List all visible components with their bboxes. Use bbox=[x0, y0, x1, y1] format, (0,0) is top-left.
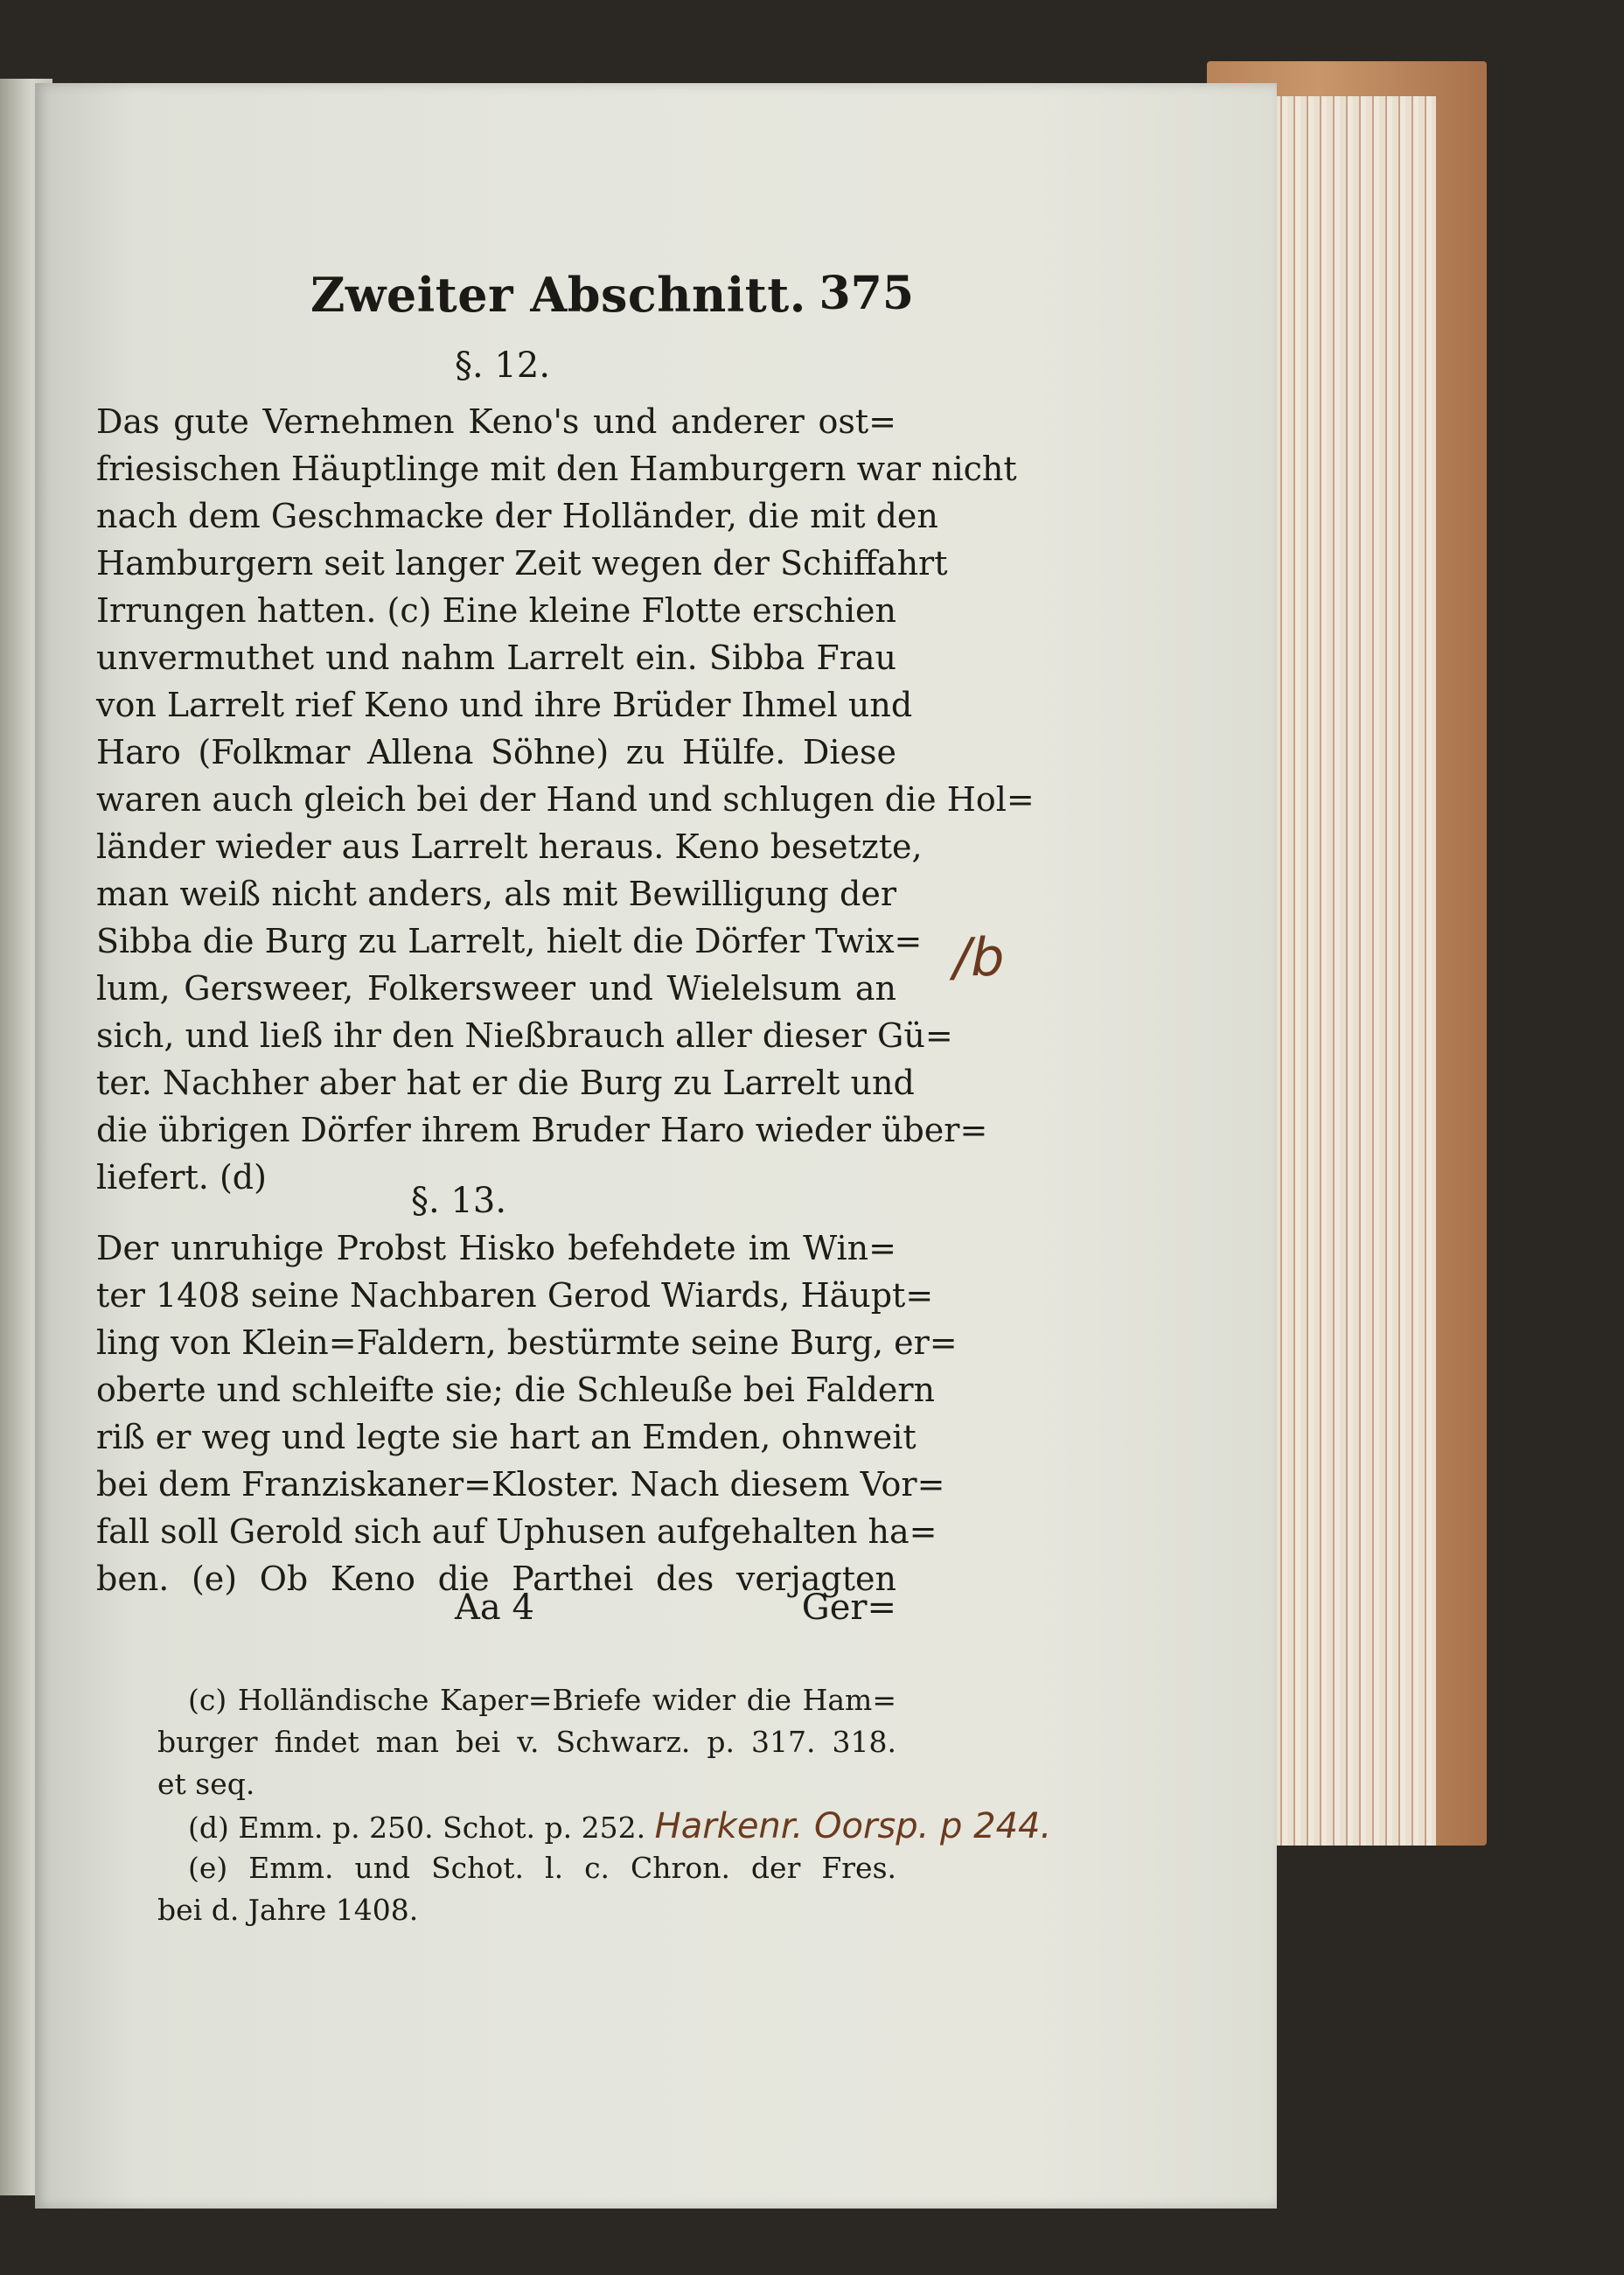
footnote-line: et seq. bbox=[157, 1767, 255, 1801]
footnote-line: (e) Emm. und Schot. l. c. Chron. der Fres. bbox=[188, 1851, 896, 1885]
text-line: riß er weg und legte sie hart an Emden, ohnweit bbox=[96, 1418, 917, 1456]
text-line: sich, und ließ ihr den Nießbrauch aller dieser Gü= bbox=[96, 1016, 953, 1055]
page-number: 375 bbox=[819, 267, 914, 320]
footnote-line: bei d. Jahre 1408. bbox=[157, 1893, 419, 1927]
signature-row bbox=[455, 1588, 896, 1640]
text-line: Irrungen hatten. (c) Eine kleine Flotte erschien bbox=[96, 591, 896, 630]
footnotes bbox=[157, 1679, 1052, 1931]
section-body-12 bbox=[96, 398, 1035, 1201]
section-heading-12: §. 12. bbox=[455, 345, 551, 386]
footnote-line: (c) Holländische Kaper=Briefe wider die Ham= bbox=[188, 1683, 896, 1717]
text-line: ling von Klein=Faldern, bestürmte seine Burg, er= bbox=[96, 1323, 958, 1362]
text-line: ben. (e) Ob Keno die Parthei des verjagten bbox=[96, 1560, 896, 1598]
text-line: oberte und schleifte sie; die Schleuße bei Faldern bbox=[96, 1371, 936, 1409]
text-line: ter. Nachher aber hat er die Burg zu Larrelt und bbox=[96, 1064, 915, 1102]
footnote-line bbox=[157, 1805, 1052, 1847]
text-line: Sibba die Burg zu Larrelt, hielt die Dörfer Twix= bbox=[96, 922, 923, 960]
text-line: Das gute Vernehmen Keno's und anderer ost= bbox=[96, 402, 896, 441]
text-line: nach dem Geschmacke der Holländer, die mit den bbox=[96, 497, 938, 535]
text-line: waren auch gleich bei der Hand und schlugen die Hol= bbox=[96, 780, 1035, 819]
catchword: Ger= bbox=[801, 1588, 896, 1628]
margin-note: /b bbox=[953, 927, 1005, 988]
text-line: ter 1408 seine Nachbaren Gerod Wiards, Häupt= bbox=[96, 1276, 934, 1315]
signature-mark: Aa 4 bbox=[455, 1588, 534, 1628]
handwritten-annotation: Harkenr. Oorsp. p 244. bbox=[654, 1806, 1052, 1846]
text-line: länder wieder aus Larrelt heraus. Keno besetzte, bbox=[96, 827, 923, 866]
text-line: fall soll Gerold sich auf Uphusen aufgehalten ha= bbox=[96, 1512, 937, 1551]
running-title: Zweiter Abschnitt. bbox=[310, 267, 806, 323]
page-edges bbox=[1259, 96, 1436, 1846]
text-line: man weiß nicht anders, als mit Bewilligung der bbox=[96, 875, 896, 913]
footnote-line: burger findet man bei v. Schwarz. p. 317. 318. bbox=[157, 1725, 896, 1759]
text-line: unvermuthet und nahm Larrelt ein. Sibba Frau bbox=[96, 639, 896, 677]
footnote-d-text: (d) Emm. p. 250. Schot. p. 252. bbox=[188, 1811, 646, 1845]
section-heading-13: §. 13. bbox=[411, 1181, 507, 1221]
text-line: liefert. (d) bbox=[96, 1158, 267, 1197]
text-line: Haro (Folkmar Allena Söhne) zu Hülfe. Diese bbox=[96, 733, 896, 771]
page-header bbox=[310, 267, 914, 337]
text-line: von Larrelt rief Keno und ihre Brüder Ihmel und bbox=[96, 686, 913, 724]
text-line: Der unruhige Probst Hisko befehdete im Win= bbox=[96, 1229, 896, 1267]
text-line: bei dem Franziskaner=Kloster. Nach diesem Vor= bbox=[96, 1465, 945, 1504]
text-line: friesischen Häuptlinge mit den Hamburgern war nicht bbox=[96, 450, 1017, 488]
text-line: lum, Gersweer, Folkersweer und Wielelsum an bbox=[96, 969, 896, 1008]
section-body-13 bbox=[96, 1225, 958, 1602]
text-line: Hamburgern seit langer Zeit wegen der Schiffahrt bbox=[96, 544, 948, 583]
text-line: die übrigen Dörfer ihrem Bruder Haro wieder über= bbox=[96, 1111, 988, 1149]
